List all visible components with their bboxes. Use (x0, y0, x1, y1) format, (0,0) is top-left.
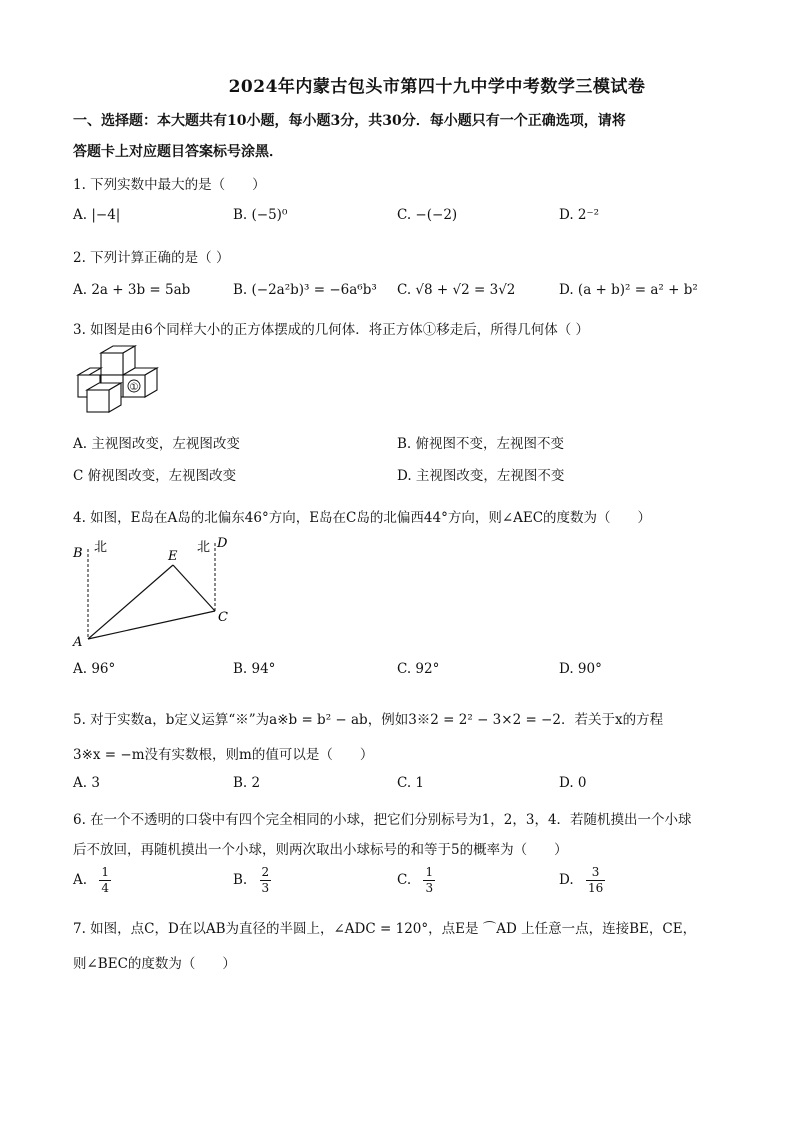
q6-option-d: D. $\frac{3}{16}$ (559, 865, 604, 895)
q5-option-a: A. 3 (73, 775, 100, 791)
q1-stem: 1. 下列实数中最大的是（ ） (73, 177, 266, 193)
q6-stem-line1: 6. 在一个不透明的口袋中有四个完全相同的小球，把它们分别标号为1，2，3，4．若随机摸出一个小球 (73, 812, 692, 828)
q6-fraction-d: $\frac{3}{16}$ (587, 865, 604, 895)
section1-heading-line2: 答题卡上对应题目答案标号涂黑． (73, 144, 283, 160)
q6-fraction-b: $\frac{2}{3}$ (261, 865, 270, 895)
exam-title: 2024年内蒙古包头市第四十九中学中考数学三模试卷 (228, 77, 646, 97)
q7-stem-line2: 则∠BEC的度数为（ ） (73, 956, 236, 972)
q2-option-c: C. √8 + √2 = 3√2 (397, 282, 516, 298)
q4-point-d: D (217, 536, 228, 551)
q2-option-d: D. (a + b)² = a² + b² (559, 282, 698, 298)
q4-map-figure (70, 533, 240, 648)
q6-fraction-a: $\frac{1}{4}$ (101, 865, 109, 895)
q7-stem-line1: 7. 如图，点C，D在以AB为直径的半圆上，∠ADC = 120°，点E是 ⌒AD 上任意一点，连接BE，CE， (73, 921, 697, 937)
q3-option-d: D. 主视图改变，左视图不变 (397, 468, 565, 484)
q4-north-label-1: 北 (94, 540, 108, 555)
q6-stem-line2: 后不放回，再随机摸出一个小球，则两次取出小球标号的和等于5的概率为（ ） (73, 842, 568, 858)
q4-point-b: B (73, 546, 83, 561)
q1-option-a: A. |−4| (73, 207, 121, 223)
q1-option-c: C. −(−2) (397, 207, 458, 223)
q3-cube-label: ① (129, 382, 139, 393)
q2-stem: 2. 下列计算正确的是（ ） (73, 250, 230, 266)
q3-option-c: C 俯视图改变，左视图改变 (73, 468, 237, 484)
q4-north-label-2: 北 (197, 540, 211, 555)
q6-option-c: C. $\frac{1}{3}$ (397, 865, 434, 895)
q5-stem-line2: 3※x = −m没有实数根，则m的值可以是（ ） (73, 747, 374, 763)
q3-option-b: B. 俯视图不变，左视图不变 (397, 436, 565, 452)
q6-fraction-c: $\frac{1}{3}$ (425, 865, 434, 895)
q5-option-d: D. 0 (559, 775, 587, 791)
q2-option-b: B. (−2a²b)³ = −6a⁶b³ (233, 282, 377, 298)
q4-option-d: D. 90° (559, 661, 602, 677)
q6-option-b: B. $\frac{2}{3}$ (233, 865, 270, 895)
q4-point-c: C (218, 610, 228, 625)
q4-option-b: B. 94° (233, 661, 276, 677)
q4-stem: 4. 如图，E岛在A岛的北偏东46°方向，E岛在C岛的北偏西44°方向，则∠AEC的度数为（ ） (73, 510, 652, 526)
q3-cube-figure (73, 343, 165, 423)
q5-option-c: C. 1 (397, 775, 425, 791)
q3-stem: 3. 如图是由6个同样大小的正方体摆成的几何体．将正方体①移走后，所得几何体（ ） (73, 322, 590, 338)
section1-heading-line1: 一、选择题：本大题共有10小题，每小题3分，共30分．每小题只有一个正确选项，请将 (73, 113, 626, 129)
q6-option-a: A. $\frac{1}{4}$ (73, 865, 109, 895)
q5-stem-line1: 5. 对于实数a，b定义运算“※”为a※b = b² − ab，例如3※2 = 2² − 3×2 = −2．若关于x的方程 (73, 712, 664, 728)
q4-option-a: A. 96° (73, 661, 116, 677)
q2-option-a: A. 2a + 3b = 5ab (73, 282, 191, 298)
q4-point-a: A (73, 635, 83, 648)
q5-option-b: B. 2 (233, 775, 261, 791)
q1-option-d: D. 2⁻² (559, 207, 600, 223)
q4-option-c: C. 92° (397, 661, 440, 677)
q3-option-a: A. 主视图改变，左视图改变 (73, 436, 240, 452)
q4-point-e: E (168, 549, 178, 564)
q1-option-b: B. (−5)⁰ (233, 207, 288, 223)
